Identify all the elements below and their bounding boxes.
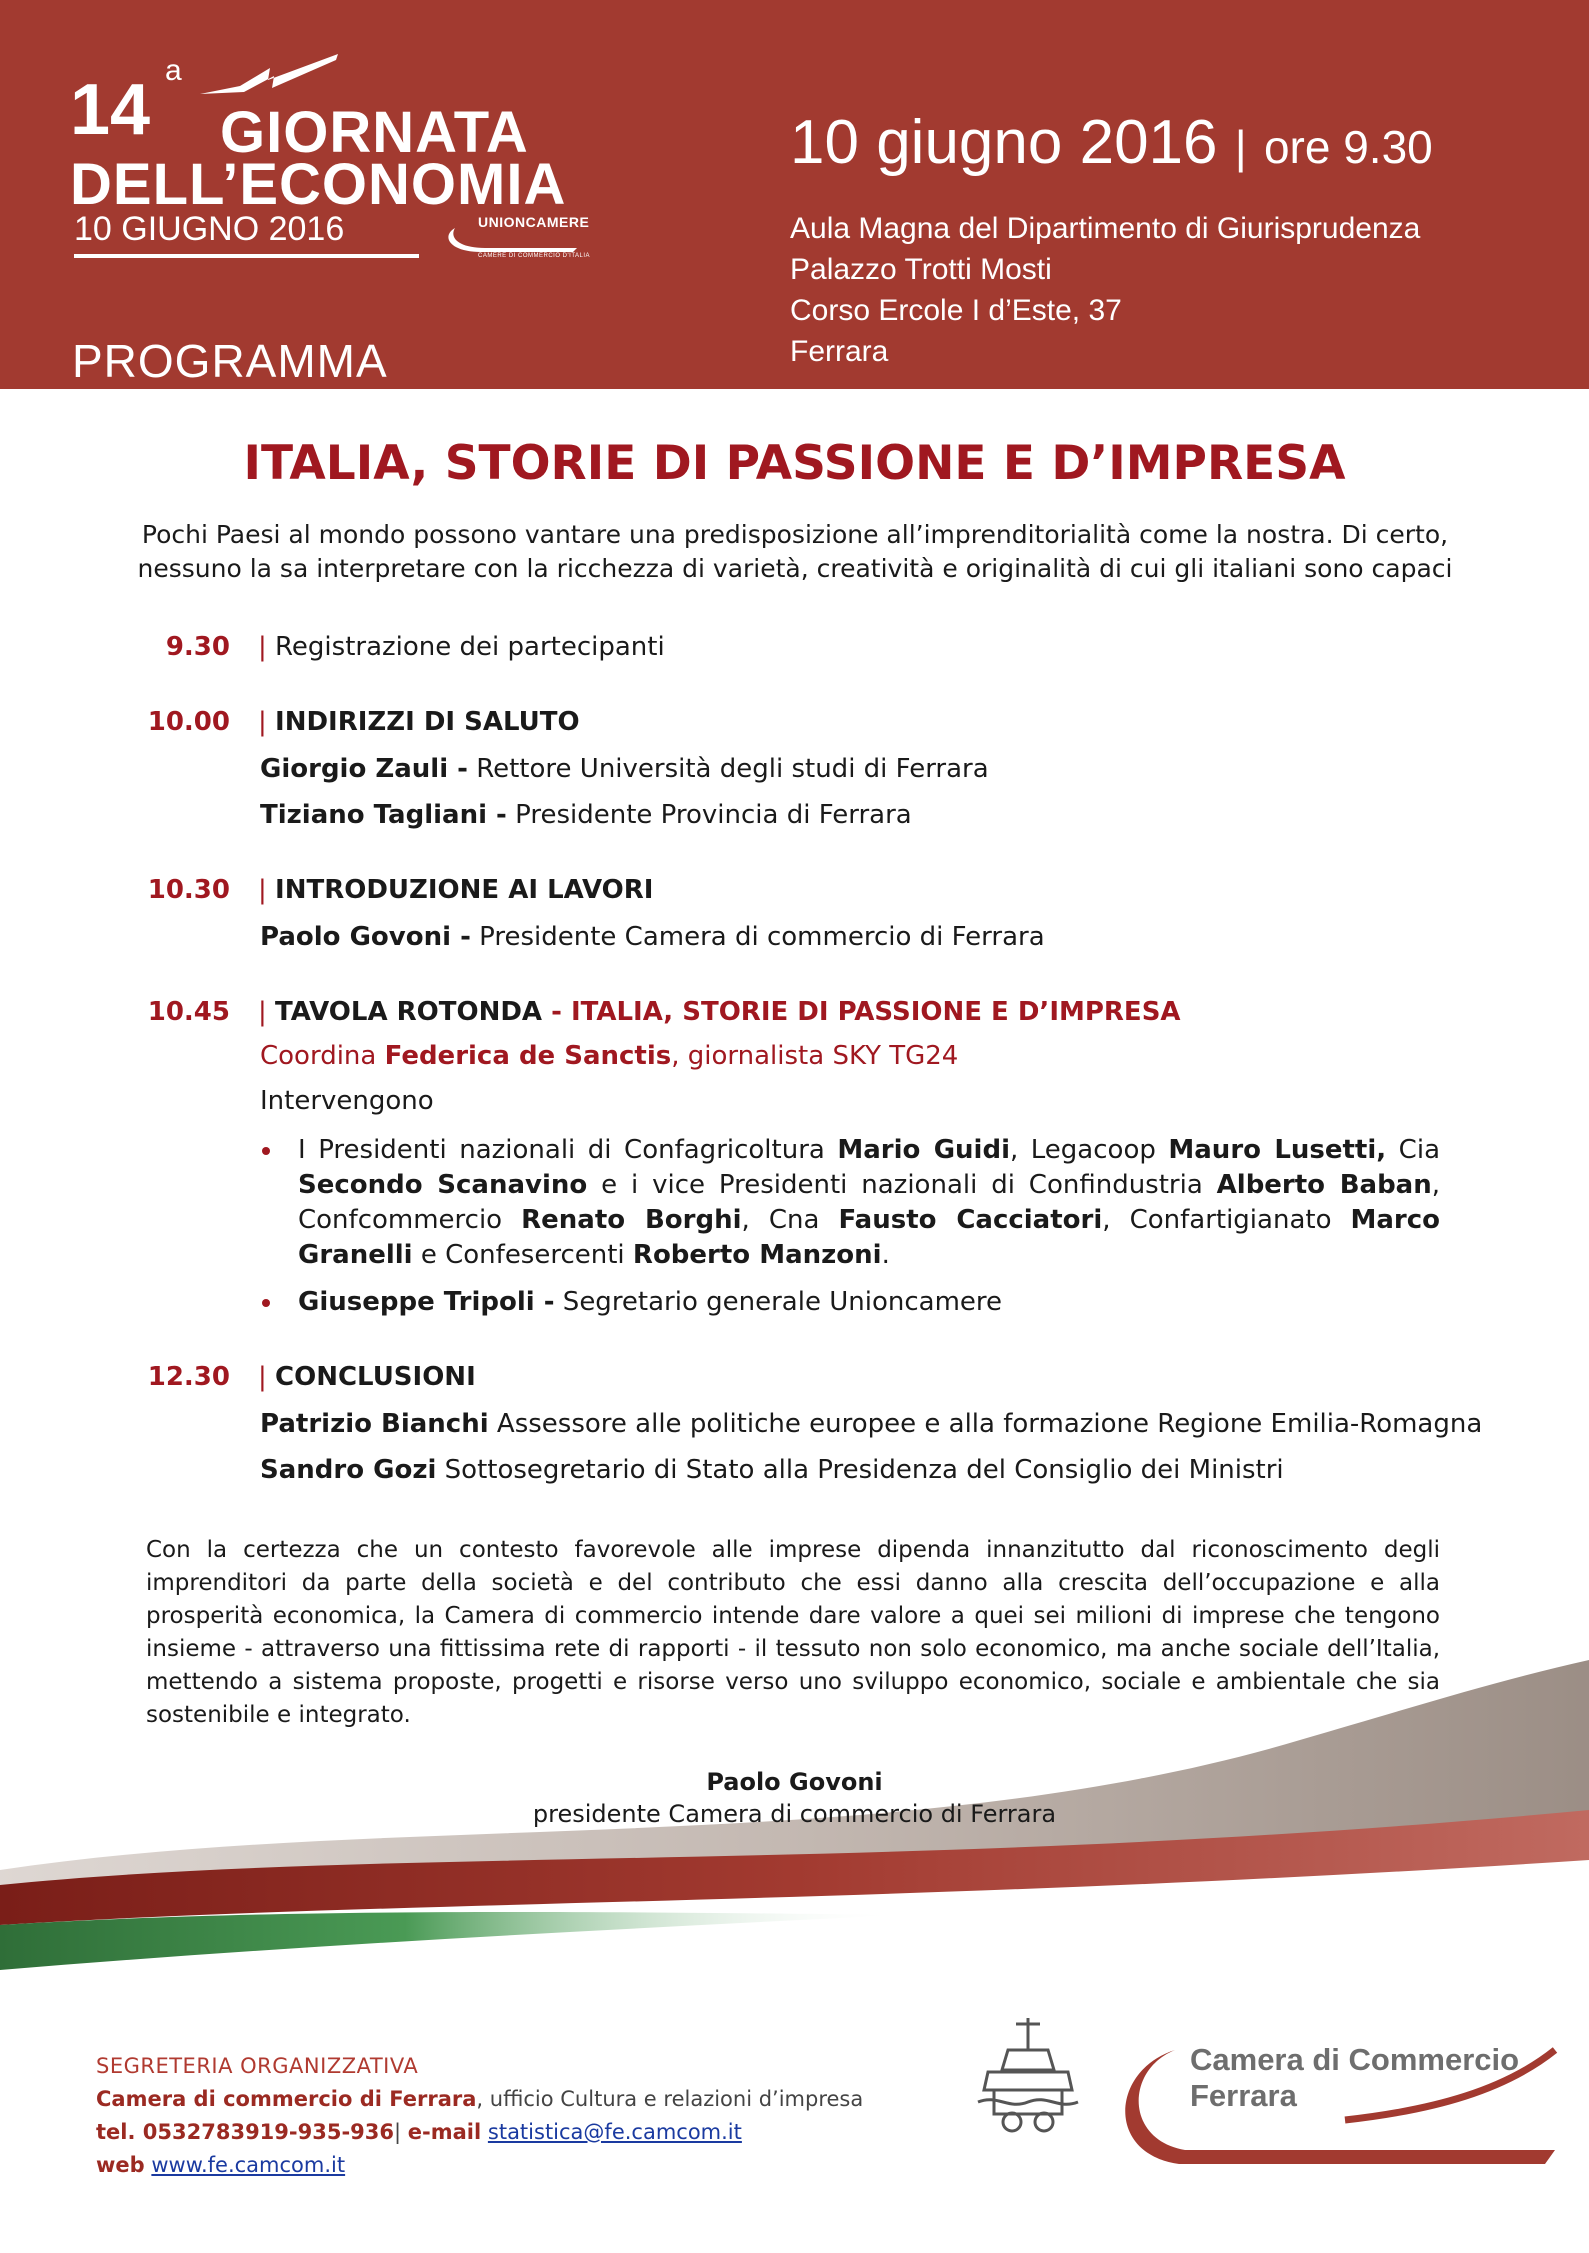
slot-dash: - [542,997,571,1027]
speaker-name: Roberto Manzoni [632,1240,882,1270]
slot-title: INDIRIZZI DI SALUTO [275,707,580,737]
slot-time: 10.45 [147,997,230,1027]
speaker-role: Presidente Provincia di Ferrara [506,800,912,830]
organizer-contacts [96,2050,863,2182]
chamber-brand-line: Camera di Commercio [1190,2042,1520,2077]
slot-title: CONCLUSIONI [275,1362,476,1392]
slot-time: 10.30 [147,875,230,905]
slot-time: 10.00 [147,707,230,737]
unioncamere-name: UNIONCAMERE [478,214,590,230]
logo-date: 10 GIUGNO 2016 [74,210,345,248]
slot-time: 12.30 [147,1362,230,1392]
slot-heading [258,630,665,664]
venue-address [790,208,1420,372]
logo-swoosh-icon [200,50,340,100]
web-link[interactable]: www.fe.camcom.it [151,2153,346,2177]
speaker-name: Giuseppe Tripoli - [298,1287,555,1317]
moderator-line [260,1039,958,1073]
programma-label: PROGRAMMA [72,335,388,387]
signature-role: presidente Camera di commercio di Ferrara [532,1800,1057,1828]
logo-superscript: a [165,54,182,87]
bullet-dot-icon [262,1299,270,1307]
logo-divider [74,254,419,258]
event-date-line [790,108,1433,177]
organizer-office: , ufficio Cultura e relazioni d’impresa [476,2087,864,2111]
slot-title: Registrazione dei partecipanti [275,632,665,662]
speaker-name: Mario Guidi [837,1135,1010,1165]
speaker-line [260,1407,1482,1441]
venue-line: Corso Ercole I d’Este, 37 [790,294,1122,327]
organizer-label: SEGRETERIA ORGANIZZATIVA [96,2054,419,2078]
list-text: , Legacoop [1009,1135,1169,1165]
event-time: ore 9.30 [1263,121,1433,173]
unioncamere-subtitle: CAMERE DI COMMERCIO D'ITALIA [478,253,591,259]
organizer-line [96,2083,863,2116]
email-link[interactable]: statistica@fe.camcom.it [487,2120,742,2144]
speaker-name: Secondo Scanavino [298,1170,588,1200]
header-banner [0,0,1589,389]
speaker-role: Presidente Camera di commercio di Ferrara [470,922,1045,952]
speakers-list [260,1133,1440,1320]
logo-number: 14 [70,70,151,150]
list-text: , Confartigianato [1102,1205,1351,1235]
closing-paragraph: Con la certezza che un contesto favorevole alle imprese dipenda innanzitutto dal riconoscimento degli imprenditori da parte della società e del contributo che essi danno alla crescita dell’occupazione e alla prosperità economica, la Camera di commercio intende dare valore a quei sei milioni di imprese che tengono insieme - attraverso una fittissima rete di rapporti - il tessuto non solo economico, ma anche sociale dell’Italia, mettendo a sistema proposte, progetti e risorse verso uno sviluppo economico, sociale e ambientale che sia sostenibile e integrato. [146,1537,1440,1728]
contact-separator: | [394,2120,408,2144]
speaker-name: Patrizio Bianchi [260,1409,489,1439]
venue-line: Aula Magna del Dipartimento di Giurisprudenza [790,212,1421,245]
slot-heading [258,995,1181,1029]
list-text: I Presidenti nazionali di Confagricoltura [298,1135,838,1165]
slot-subtitle: ITALIA, STORIE DI PASSIONE E D’IMPRESA [570,997,1181,1027]
contact-line [96,2116,863,2149]
tel-label: tel. [96,2120,136,2144]
date-separator: | [1234,121,1247,173]
slot-title: TAVOLA ROTONDA [275,997,543,1027]
slot-heading [258,1360,476,1394]
speaker-name: Giorgio Zauli - [260,754,468,784]
speaker-line [260,1453,1284,1487]
slot-bar: | [258,1362,267,1392]
speaker-role: Segretario generale Unioncamere [554,1287,1003,1317]
intro-paragraph [100,518,1490,586]
list-text: e Confesercenti [412,1240,633,1270]
list-text: , Cna [741,1205,839,1235]
speaker-line [260,798,912,832]
speaker-name: Sandro Gozi [260,1455,437,1485]
event-date: 10 giugno 2016 [790,108,1218,177]
moderator-label: Coordina [260,1041,385,1071]
speaker-name: Fausto Cacciatori [838,1205,1103,1235]
intro-line: Pochi Paesi al mondo possono vantare una predisposizione all’imprenditorialità come la nostra. Di certo, [141,520,1449,549]
speaker-line [260,752,989,786]
tel-number: 0532783919-935-936 [135,2120,395,2144]
bullet-dot-icon [262,1147,270,1155]
slot-time: 9.30 [165,632,230,662]
moderator-role: , giornalista SKY TG24 [671,1041,959,1071]
slot-heading [258,705,580,739]
speakers-label: Intervengono [260,1086,434,1116]
venue-line: Ferrara [790,335,889,368]
speaker-role: Sottosegretario di Stato alla Presidenza del Consiglio dei Ministri [436,1455,1284,1485]
venue-line: Palazzo Trotti Mosti [790,253,1052,286]
chamber-brand [1190,2042,1519,2114]
chamber-brand-line: Ferrara [1190,2078,1297,2113]
speaker-role: Assessore alle politiche europee e alla formazione Regione Emilia-Romagna [488,1409,1483,1439]
speaker-line [260,920,1045,954]
slot-bar: | [258,997,267,1027]
list-item [260,1285,1440,1320]
list-text: . [881,1240,890,1270]
web-line [96,2149,863,2182]
speaker-name: Marco Granelli [298,1205,1441,1270]
web-label: web [96,2153,145,2177]
intro-line: nessuno la sa interpretare con la ricchezza di varietà, creatività e originalità di cui gli italiani sono capaci [137,554,1453,583]
signature-name: Paolo Govoni [706,1768,883,1796]
slot-bar: | [258,707,267,737]
organizer-name: Camera di commercio di Ferrara [96,2087,477,2111]
event-logo [70,50,610,265]
moderator-name: Federica de Sanctis [384,1041,672,1071]
slot-bar: | [258,875,267,905]
email-label: e-mail [407,2120,482,2144]
ferrara-emblem-icon [968,2010,1088,2140]
speaker-name: Mauro Lusetti, [1168,1135,1387,1165]
list-item [260,1133,1440,1273]
slot-heading [258,873,653,907]
speaker-name: Tiziano Tagliani - [260,800,507,830]
speaker-name: Renato Borghi [521,1205,742,1235]
list-text: , Confcommercio [298,1170,1441,1235]
logo-line-1: GIORNATA [220,100,529,165]
logo-line-2: DELL’ECONOMIA [70,152,567,217]
speaker-role: Rettore Università degli studi di Ferrara [467,754,989,784]
list-text: Cia [1386,1135,1440,1165]
slot-bar: | [258,632,267,662]
slot-title: INTRODUZIONE AI LAVORI [275,875,654,905]
list-text: e i vice Presidenti nazionali di Confindustria [587,1170,1217,1200]
page-title: ITALIA, STORIE DI PASSIONE E D’IMPRESA [243,436,1346,491]
speaker-name: Alberto Baban [1216,1170,1432,1200]
speaker-name: Paolo Govoni - [260,922,471,952]
